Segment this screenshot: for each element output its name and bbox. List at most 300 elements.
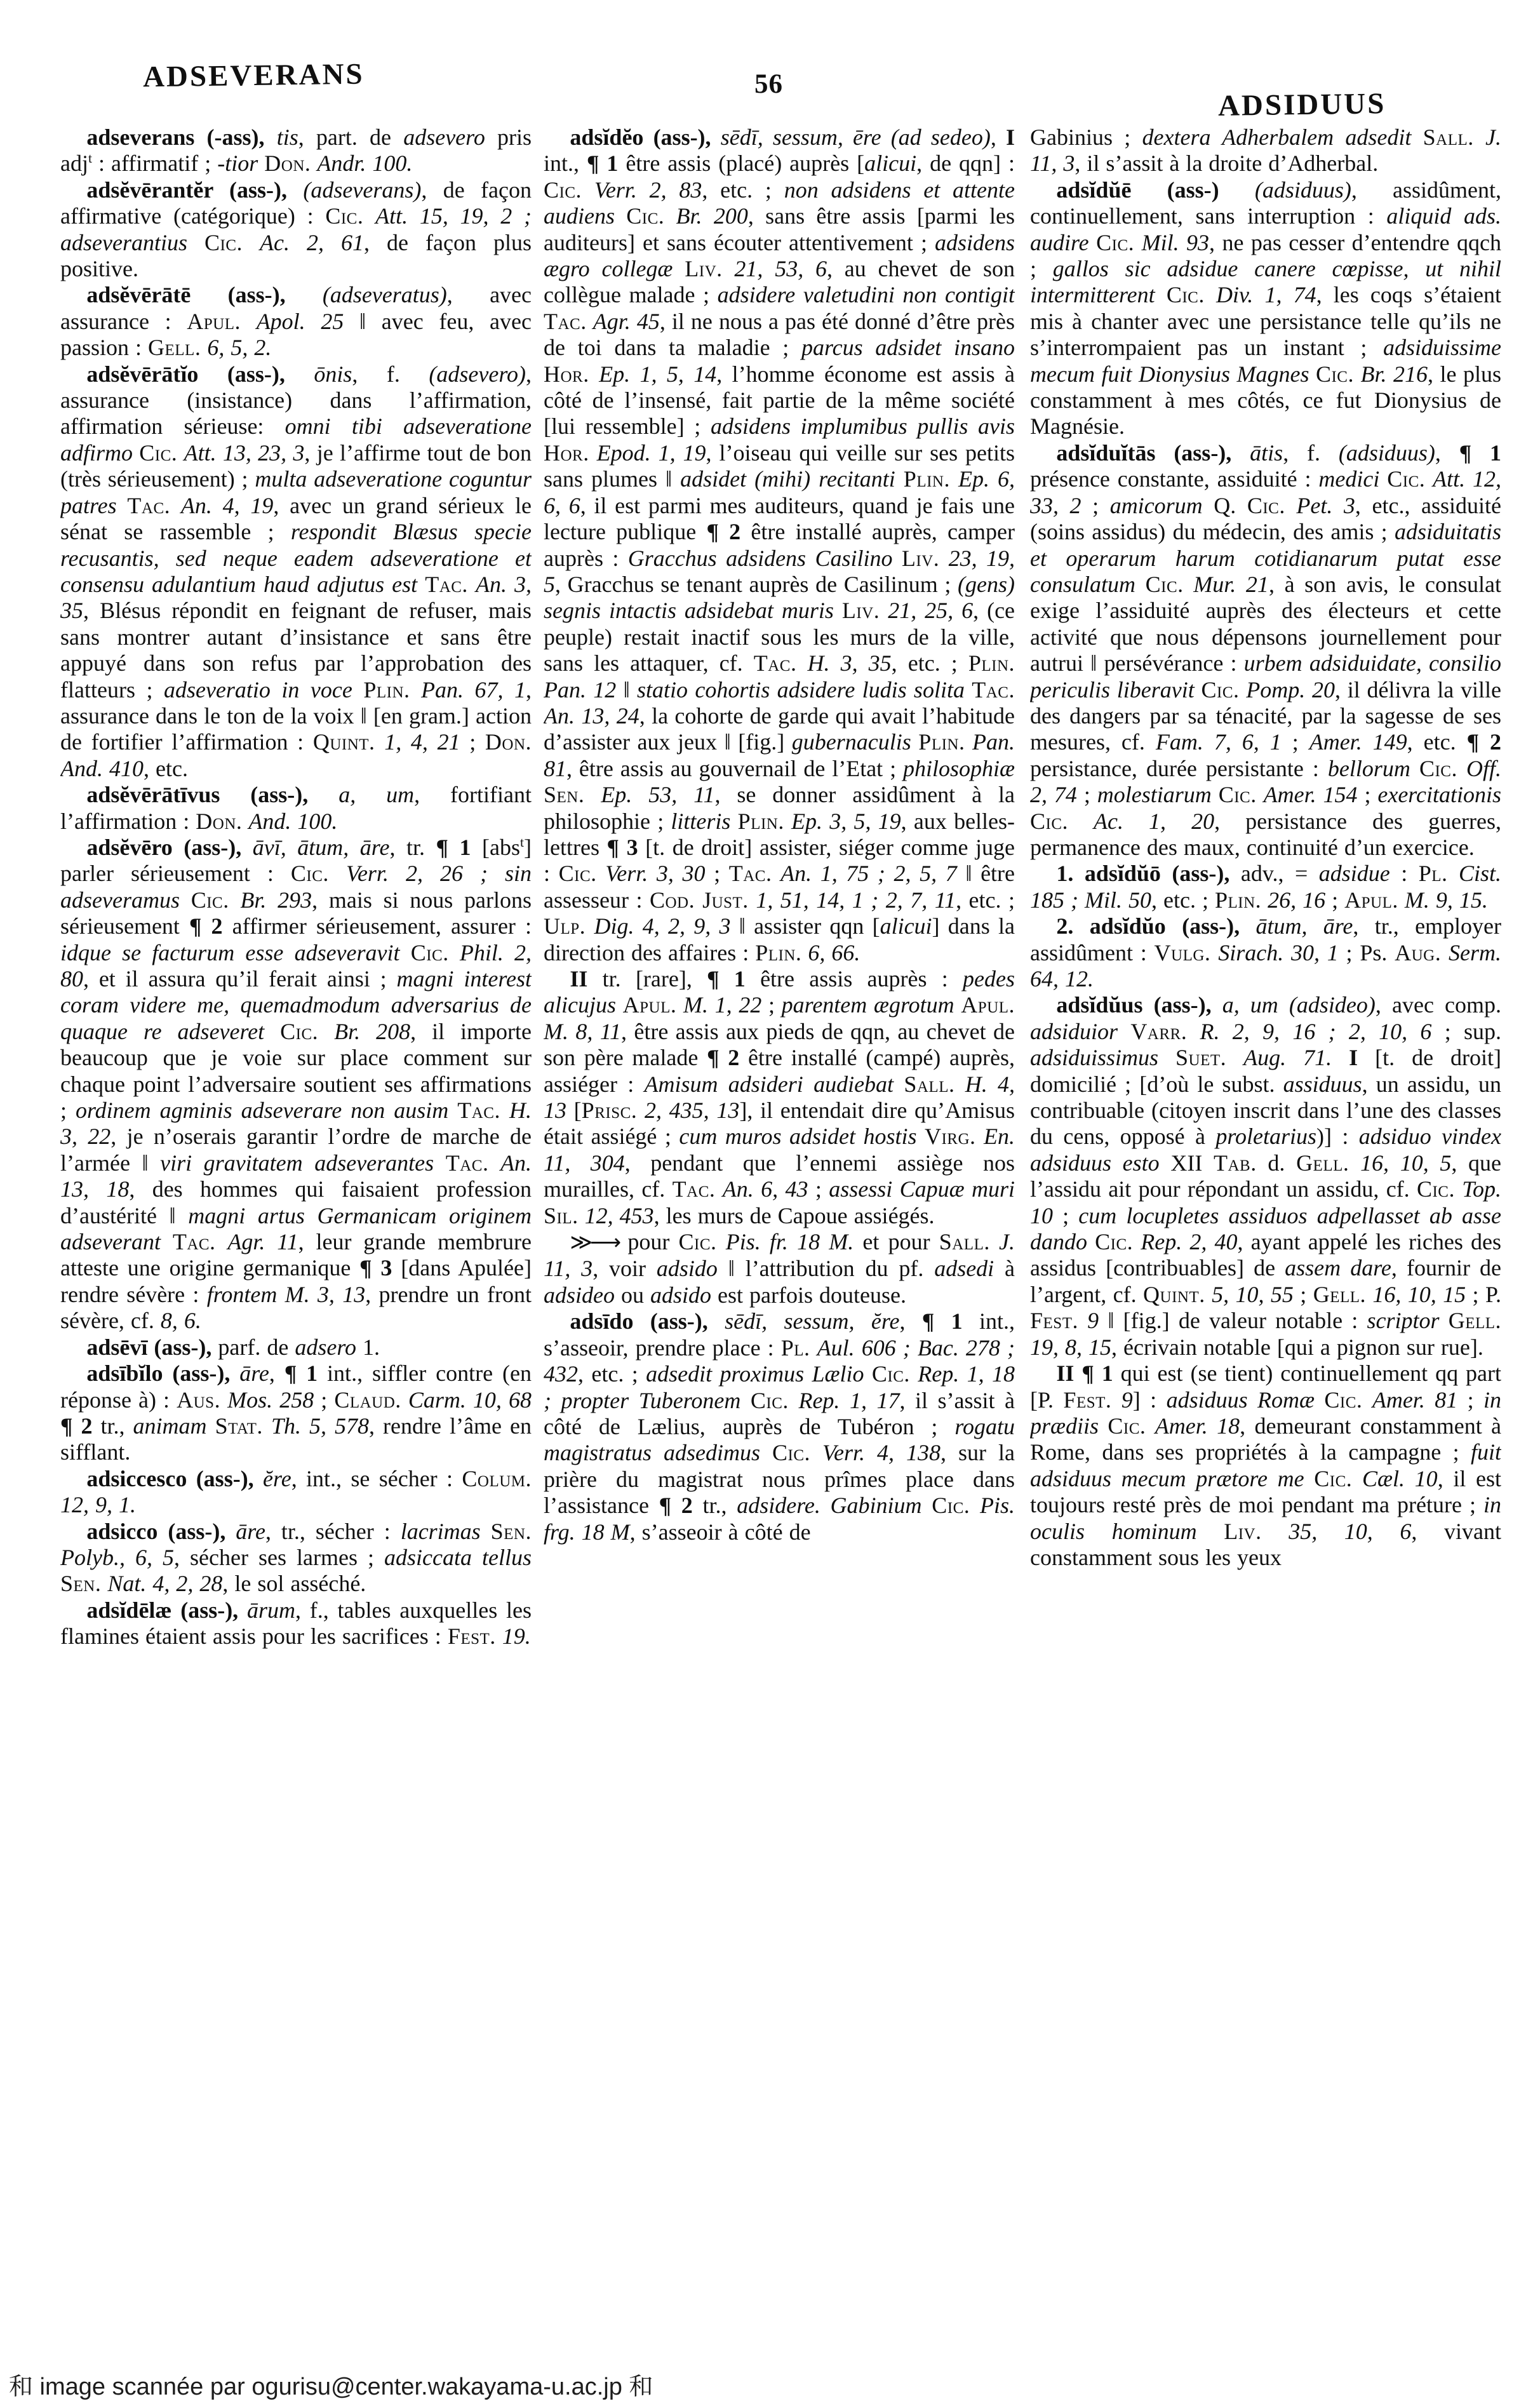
dictionary-entry: adseverans (-ass), tis, part. de adsevero pris adj$^t$ : affirmatif ; -tior Don. Andr. 100.	[60, 124, 532, 177]
latin-citation: Aul. 606 ; Bac. 278 ; 432	[544, 1334, 1015, 1387]
latin-citation: R. 2, 9, 16 ; 2, 10, 6	[1200, 1018, 1432, 1044]
latin-citation: (adseverans)	[303, 177, 422, 203]
author-abbrev: Cic.	[1108, 1413, 1146, 1439]
latin-citation: 16, 10, 15	[1372, 1281, 1466, 1307]
author-abbrev: Plin.	[755, 939, 802, 965]
author-abbrev: Sen.	[490, 1518, 532, 1544]
latin-citation: adsedi	[934, 1256, 994, 1282]
latin-citation: Amer. 81	[1372, 1387, 1458, 1413]
latin-citation: Amer. 149	[1309, 729, 1407, 755]
author-abbrev: Cic.	[544, 177, 582, 203]
author-abbrev: Sall.	[904, 1071, 955, 1097]
latin-citation: philosophiæ	[902, 755, 1015, 781]
author-abbrev: Prisc.	[581, 1098, 638, 1124]
headword: adsĕvērantĕr (ass-),	[86, 177, 288, 203]
bold-text: ¶ 1	[436, 834, 471, 860]
latin-citation: (adsiduus)	[1254, 177, 1351, 203]
latin-citation: (adsevero)	[429, 361, 526, 387]
latin-citation: adsiduissime mecum fuit Dionysius Magnes	[1030, 335, 1501, 387]
author-abbrev: Liv.	[685, 256, 723, 282]
headword: adsīdo (ass-),	[570, 1308, 708, 1334]
dictionary-entry: 2. adsĭdŭo (ass-), ātum, āre, tr., employer assidûment : Vulg. Sirach. 30, 1 ; Ps. Aug. Serm. 64, 12.	[1030, 913, 1501, 991]
latin-citation: ātis	[1250, 440, 1283, 466]
latin-citation: adsidens ægro collegæ	[544, 229, 1015, 282]
latin-citation: dextera Adherbalem adsedit	[1142, 124, 1412, 150]
latin-citation: Aug. 71.	[1243, 1045, 1332, 1071]
author-abbrev: Cic.	[626, 203, 665, 229]
headword: adsĕvērātīvus (ass-),	[86, 782, 309, 808]
latin-citation: parentem ægrotum	[781, 992, 954, 1018]
page-number: 56	[754, 69, 783, 99]
author-abbrev: Hor.	[544, 361, 589, 387]
scan-credit	[9, 2367, 653, 2402]
scan-credit-text: 和 image scannée par ogurisu@center.wakayama-u.ac.jp 和	[9, 2374, 653, 2400]
headword: adsicco (ass-),	[86, 1518, 226, 1544]
latin-citation: scriptor	[1367, 1308, 1440, 1334]
latin-citation: Mur. 21	[1193, 571, 1269, 597]
latin-citation: multa adseveratione coguntur patres	[60, 466, 532, 518]
latin-citation: adsiduior	[1030, 1018, 1118, 1044]
latin-citation: 5, 10, 55	[1212, 1281, 1294, 1307]
latin-citation: An. 6, 43	[722, 1176, 808, 1202]
bold-text: I	[1005, 124, 1015, 150]
latin-citation: Cist. 185 ; Mil. 50	[1030, 861, 1501, 913]
latin-citation: Rep. 1, 17	[798, 1387, 900, 1413]
latin-citation: Br. 200	[676, 203, 748, 229]
latin-citation: adsidue	[1318, 861, 1390, 887]
latin-citation: adsevero	[403, 124, 485, 150]
author-abbrev: Don.	[485, 729, 532, 755]
author-abbrev: Cic.	[1030, 808, 1069, 834]
author-abbrev: Tac.	[425, 571, 468, 597]
author-abbrev: Sall.	[939, 1229, 990, 1255]
latin-citation: 21, 25, 6	[888, 598, 974, 624]
latin-citation: Top. 10	[1030, 1176, 1501, 1228]
author-abbrev: Cic.	[325, 203, 364, 229]
dictionary-entry: ≫⟶ pour Cic. Pis. fr. 18 M. et pour Sall. J. 11, 3, voir adsido ‖ l’attribution du pf. adsedi à adsideo ou adsido est parfois douteuse.	[544, 1229, 1015, 1308]
latin-citation: assem dare	[1285, 1255, 1391, 1281]
latin-citation: adsidere. Gabinium	[737, 1493, 922, 1519]
latin-citation: proletarius	[1215, 1124, 1317, 1150]
author-abbrev: Fest.	[447, 1623, 496, 1650]
author-abbrev: Plin.	[918, 729, 965, 755]
dictionary-entry: II ¶ 1 qui est (se tient) continuellement qq part [P. Fest. 9] : adsiduus Romæ Cic. Amer. 81 ; in prædiis Cic. Amer. 18, demeurant constamment à Rome, dans ses propriétés à la campagne ; fuit adsiduus mecum prætore me Cic. Cæl. 10, il est toujours resté près de moi pendant ma préture ; in oculis hominum Liv. 35, 10, 6, vivant constamment sous les yeux	[1030, 1361, 1501, 1570]
latin-citation: Pis. frg. 18 M	[544, 1493, 1015, 1545]
latin-citation: 9	[1087, 1308, 1099, 1334]
author-abbrev: Don.	[196, 808, 243, 834]
author-abbrev: Plin.	[1214, 887, 1262, 913]
headword: II	[1056, 1361, 1075, 1387]
author-abbrev: Tac.	[445, 1150, 489, 1176]
latin-citation: parcus adsidet insano	[801, 335, 1015, 361]
latin-citation: Rep. 1, 18 ; propter Tuberonem	[544, 1361, 1015, 1413]
author-abbrev: Cic.	[750, 1387, 789, 1413]
bold-text: ¶ 1	[921, 1308, 963, 1334]
dictionary-entry: adsĕvērātē (ass-), (adseveratus), avec assurance : Apul. Apol. 25 ‖ avec feu, avec passion : Gell. 6, 5, 2.	[60, 282, 532, 361]
author-abbrev: Varr.	[1130, 1018, 1188, 1044]
latin-citation: litteris	[671, 808, 731, 834]
author-abbrev: Cic.	[1095, 1229, 1134, 1255]
latin-citation: non adsidens et attente audiens	[544, 177, 1015, 229]
latin-citation: molestiarum	[1097, 782, 1212, 808]
latin-citation: 6, 5, 2.	[207, 335, 272, 361]
headword: adsĭduĭtās (ass-),	[1056, 440, 1232, 466]
latin-citation: 35, 10, 6	[1289, 1518, 1412, 1544]
latin-citation: in prædiis	[1030, 1387, 1501, 1439]
author-abbrev: Cic.	[871, 1361, 910, 1387]
author-abbrev: Tac.	[544, 308, 587, 334]
author-abbrev: Quint.	[1143, 1281, 1205, 1307]
author-abbrev: Cic.	[290, 861, 329, 887]
latin-citation: urbem adsiduidate, consilio periculis liberavit	[1030, 650, 1501, 702]
author-abbrev: Cic.	[1416, 1176, 1455, 1202]
latin-citation: Serm. 64, 12.	[1030, 939, 1501, 991]
dictionary-entry: adsĕvērātīvus (ass-), a, um, fortifiant l’affirmation : Don. And. 100.	[60, 782, 532, 834]
bold-text: ¶ 2	[189, 913, 223, 939]
author-abbrev: Tac.	[457, 1098, 500, 1124]
latin-citation: Amer. 154	[1263, 782, 1358, 808]
author-abbrev: Cic.	[191, 887, 229, 913]
dictionary-entry: adsiccesco (ass-), ĕre, int., se sécher : Colum. 12, 9, 1.	[60, 1465, 532, 1518]
author-abbrev: Apul.	[1344, 887, 1398, 913]
latin-citation: ordinem agminis adseverare non ausim	[76, 1098, 449, 1124]
author-abbrev: Cic.	[1096, 229, 1135, 255]
latin-citation: An. 3, 35	[60, 571, 532, 624]
author-abbrev: Sen.	[544, 782, 585, 808]
latin-citation: J. 11, 3	[544, 1229, 1015, 1282]
latin-citation: amicorum	[1109, 492, 1203, 518]
latin-citation: Th. 5, 578	[271, 1413, 370, 1439]
latin-citation: exercitationis	[1377, 782, 1501, 808]
latin-citation: Amisum adsideri audiebat	[644, 1071, 894, 1097]
latin-citation: Agr. 45	[593, 308, 660, 334]
author-abbrev: Quint.	[312, 729, 375, 755]
latin-citation: adsiduus Romæ	[1166, 1387, 1315, 1413]
latin-citation: M. 9, 15.	[1404, 887, 1488, 913]
latin-citation: alicui	[864, 151, 917, 177]
latin-citation: Off. 2, 74	[1030, 755, 1501, 808]
author-abbrev: Colum.	[462, 1465, 532, 1491]
latin-citation: Br. 216	[1360, 361, 1428, 387]
latin-citation: (gens) segnis intactis adsidebat muris	[544, 571, 1015, 624]
latin-citation: H. 3, 22	[60, 1098, 532, 1150]
dictionary-entry: adsīdo (ass-), sēdī, sessum, ĕre, ¶ 1 int., s’asseoir, prendre place : Pl. Aul. 606 ; Bac. 278 ; 432, etc. ; adsedit proximus Lælio Cic. Rep. 1, 18 ; propter Tuberonem Cic. Rep. 1, 17, il s’assit à côté de Lælius, auprès de Tubéron ; rogatu magistratus adsedimus Cic. Verr. 4, 138, sur la prière du magistrat nous prîmes place dans l’assistance ¶ 2 tr., adsidere. Gabinium Cic. Pis. frg. 18 M, s’asseoir à côté de	[544, 1308, 1015, 1545]
author-abbrev: Sil.	[544, 1202, 579, 1228]
latin-citation: adsido	[656, 1256, 718, 1282]
latin-citation: tis	[276, 124, 298, 150]
author-abbrev: Vulg.	[1154, 939, 1211, 965]
latin-citation: Pet. 3	[1296, 492, 1355, 518]
author-abbrev: Plin.	[968, 650, 1015, 676]
latin-citation: And. 100.	[248, 808, 338, 834]
dictionary-entry: adsicco (ass-), āre, tr., sécher : lacrimas Sen. Polyb., 6, 5, sécher ses larmes ; adsiccata tellus Sen. Nat. 4, 2, 28, le sol asséché.	[60, 1518, 532, 1597]
latin-citation: Mos. 258	[227, 1387, 314, 1413]
headword: adsĭdĕo (ass-),	[570, 124, 711, 150]
latin-citation: Pan. 81	[544, 729, 1015, 781]
author-abbrev: Suet.	[1175, 1045, 1227, 1071]
author-abbrev: Tac.	[172, 1229, 216, 1255]
author-abbrev: Sall.	[1423, 124, 1474, 150]
headword: 2. adsĭdŭo (ass-),	[1056, 913, 1240, 939]
author-abbrev: Cic.	[1218, 782, 1257, 808]
author-abbrev: Stat.	[215, 1413, 263, 1439]
latin-citation: rogatu magistratus adsedimus	[544, 1413, 1015, 1466]
author-abbrev: Cic.	[280, 1018, 319, 1044]
latin-citation: M. 8, 11	[544, 1018, 622, 1044]
latin-citation: Gracchus adsidens Casilino	[627, 545, 893, 571]
latin-citation: aliquid ads. audire	[1030, 203, 1501, 255]
latin-citation: adsiduissimus	[1030, 1045, 1159, 1071]
latin-citation: Amer. 18	[1155, 1413, 1240, 1439]
latin-citation: 2, 435, 13	[644, 1098, 740, 1124]
latin-citation: a, um (adsideo)	[1222, 992, 1376, 1018]
latin-citation: adsidet (mihi) recitanti	[680, 466, 895, 492]
bold-text: ¶ 1	[284, 1361, 318, 1387]
author-abbrev: Pl.	[780, 1334, 810, 1361]
latin-citation: 1, 4, 21	[384, 729, 460, 755]
latin-citation: 6, 66.	[808, 939, 860, 965]
author-abbrev: Cic.	[139, 440, 178, 466]
latin-citation: 9	[1121, 1387, 1133, 1413]
author-abbrev: Plin.	[737, 808, 784, 834]
latin-citation: 21, 53, 6	[734, 256, 827, 282]
latin-citation: En. 11, 304	[544, 1124, 1015, 1176]
latin-citation: adsiccata tellus	[384, 1544, 532, 1570]
author-abbrev: Plin.	[363, 676, 410, 702]
latin-citation: 16, 10, 5	[1360, 1150, 1452, 1176]
latin-citation: Att. 13, 23, 3	[184, 440, 305, 466]
dictionary-entry: adsĭdĕo (ass-), sēdī, sessum, ēre (ad sedeo), I int., ¶ 1 être assis (placé) auprès [alicui, de qqn] : Cic. Verr. 2, 83, etc. ; non adsidens et attente audiens Cic. Br. 200, sans être assis [parmi les auditeurs] et sans écouter attentivement ; adsidens ægro collegæ Liv. 21, 53, 6, au chevet de son collègue malade ; adsidere valetudini non contigit Tac. Agr. 45, il ne nous a pas été donné d’être près de toi dans ta maladie ; parcus adsidet insano Hor. Ep. 1, 5, 14, l’homme économe est assis à côté de l’insensé, fait partie de la même société [lui ressemble] ; adsidens implumibus pullis avis Hor. Epod. 1, 19, l’oiseau qui veille sur ses petits sans plumes ‖ adsidet (mihi) recitanti Plin. Ep. 6, 6, 6, il est parmi mes auditeurs, quand je fais une lecture publique ¶ 2 être installé auprès, camper auprès : Gracchus adsidens Casilino Liv. 23, 19, 5, Gracchus se tenant auprès de Casilinum ; (gens) segnis intactis adsidebat muris Liv. 21, 25, 6, (ce peuple) restait inactif sous les murs de la ville, sans les attaquer, cf. Tac. H. 3, 35, etc. ; Plin. Pan. 12 ‖ statio cohortis adsidere ludis solita Tac. An. 13, 24, la cohorte de garde qui avait l’habitude d’assister aux jeux ‖ [fig.] gubernaculis Plin. Pan. 81, être assis au gouvernail de l’Etat ; philosophiæ Sen. Ep. 53, 11, se donner assidûment à la philosophie ; litteris Plin. Ep. 3, 5, 19, aux belles-lettres ¶ 3 [t. de droit] assister, siéger comme juge : Cic. Verr. 3, 30 ; Tac. An. 1, 75 ; 2, 5, 7 ‖ être assesseur : Cod. Just. 1, 51, 14, 1 ; 2, 7, 11, etc. ; Ulp. Dig. 4, 2, 9, 3 ‖ assister qqn [alicui] dans la direction des affaires : Plin. 6, 66.	[544, 124, 1015, 965]
author-abbrev: Cic.	[558, 861, 597, 887]
latin-citation: Pan. 67, 1	[421, 676, 526, 702]
latin-citation: 8, 6.	[160, 1308, 201, 1334]
headword: adsĕvēro (ass-),	[86, 834, 242, 860]
latin-citation: Ac. 1, 20	[1094, 808, 1215, 834]
author-abbrev: Gell.	[1296, 1150, 1349, 1176]
headword: II	[570, 966, 588, 991]
author-abbrev: Cic.	[772, 1440, 811, 1466]
author-abbrev: Fest.	[1030, 1308, 1078, 1334]
author-abbrev: Cic.	[410, 939, 449, 965]
headword: adsēvī (ass-),	[86, 1334, 212, 1360]
author-abbrev: Apul.	[187, 308, 241, 334]
latin-citation: medici	[1318, 466, 1380, 492]
headword: 1. adsĭdŭō (ass-),	[1056, 861, 1230, 887]
latin-citation: Ep. 6, 6, 6	[544, 466, 1015, 518]
latin-citation: adsideo	[544, 1282, 615, 1308]
headword: adsiccesco (ass-),	[86, 1465, 254, 1491]
bold-text: ¶ 1	[1081, 1361, 1113, 1387]
bold-text: ¶ 2	[707, 1045, 740, 1071]
latin-citation: ĕre	[263, 1465, 291, 1491]
author-abbrev: Cod. Just.	[649, 887, 749, 913]
bold-text: ¶ 1	[707, 966, 746, 991]
latin-citation: 23, 19, 5	[544, 545, 1015, 597]
author-abbrev: Virg.	[924, 1124, 976, 1150]
latin-citation: adsido	[650, 1282, 712, 1308]
latin-citation: adsedit proximus Lælio	[646, 1361, 864, 1387]
latin-citation: Fam. 7, 6, 1	[1155, 729, 1282, 755]
latin-citation: cum muros adsidet hostis	[679, 1124, 917, 1150]
latin-citation: And. 410	[60, 755, 144, 781]
latin-citation: statio cohortis adsidere ludis solita	[637, 676, 965, 702]
latin-citation: adsiduo vindex adsiduus esto	[1030, 1124, 1501, 1176]
running-head-right: ADSIDUUS	[1217, 87, 1386, 123]
latin-citation: Phil. 2, 80	[60, 939, 532, 991]
author-abbrev: Tac.	[672, 1176, 716, 1202]
author-abbrev: Cic.	[1315, 361, 1354, 387]
author-abbrev: Aus.	[177, 1387, 221, 1413]
bold-text: ¶ 2	[1466, 729, 1501, 755]
dictionary-entry: adsībĭlo (ass-), āre, ¶ 1 int., siffler contre (en réponse à) : Aus. Mos. 258 ; Claud. Carm. 10, 68 ¶ 2 tr., animam Stat. Th. 5, 578, rendre l’âme en sifflant.	[60, 1361, 532, 1465]
dictionary-entry: adsĭduĭtās (ass-), ātis, f. (adsiduus), ¶ 1 présence constante, assiduité : medici Cic. Att. 12, 33, 2 ; amicorum Q. Cic. Pet. 3, etc., assiduité (soins assidus) du médecin, des amis ; adsiduitatis et operarum harum cotidianarum putat esse consulatum Cic. Mur. 21, à son avis, le consulat exige l’assiduité auprès des électeurs et cette activité que nous dépensons journellement pour autrui ‖ persévérance : urbem adsiduidate, consilio periculis liberavit Cic. Pomp. 20, il délivra la ville des dangers par sa ténacité, par la sagesse de ses mesures, cf. Fam. 7, 6, 1 ; Amer. 149, etc. ¶ 2 persistance, durée persistante : bellorum Cic. Off. 2, 74 ; molestiarum Cic. Amer. 154 ; exercitationis Cic. Ac. 1, 20, persistance des guerres, permanence des maux, continuité d’un exercice.	[1030, 440, 1501, 860]
latin-citation: (adseveratus)	[322, 282, 447, 308]
latin-citation: Sirach. 30, 1	[1218, 939, 1339, 965]
latin-citation: ōnis	[314, 361, 352, 387]
author-abbrev: Cic.	[1419, 755, 1457, 781]
remark-arrow-icon: ≫⟶	[570, 1230, 619, 1256]
bold-text: ¶ 1	[586, 151, 619, 177]
headword: adsībĭlo (ass-),	[86, 1361, 231, 1387]
latin-citation: 26, 16	[1268, 887, 1326, 913]
latin-citation: 19, 8, 15	[1030, 1334, 1111, 1360]
latin-citation: sēdī, sessum, ēre (ad sedeo)	[720, 124, 991, 150]
latin-citation: magni artus Germanicam originem adseverant	[60, 1202, 532, 1255]
latin-citation: Cæl. 10	[1362, 1465, 1438, 1491]
dictionary-entry: adsĕvērantĕr (ass-), (adseverans), de façon affirmative (catégorique) : Cic. Att. 15, 19, 2 ; adseverantius Cic. Ac. 2, 61, de façon plus positive.	[60, 177, 532, 282]
latin-citation: a, um	[338, 782, 415, 808]
column-middle	[544, 124, 1015, 2170]
author-abbrev: Claud.	[334, 1387, 401, 1413]
author-abbrev: Gell.	[1448, 1308, 1501, 1334]
author-abbrev: Liv.	[841, 598, 880, 624]
latin-citation: Polyb., 6, 5	[60, 1544, 175, 1570]
author-abbrev: Gell.	[148, 335, 201, 361]
author-abbrev: Liv.	[1224, 1518, 1262, 1544]
latin-citation: Div. 1, 74	[1216, 282, 1316, 308]
author-abbrev: Ulp.	[544, 913, 586, 939]
latin-citation: Pomp. 20	[1246, 676, 1336, 702]
author-abbrev: Tab.	[1214, 1150, 1257, 1176]
latin-citation: āvī, ātum, āre	[252, 834, 390, 860]
author-abbrev: Fest.	[1063, 1387, 1112, 1413]
latin-citation: Pan. 12	[544, 676, 617, 702]
latin-citation: 12, 9, 1.	[60, 1492, 136, 1518]
headword: adsĭdŭē (ass-)	[1056, 177, 1219, 203]
latin-citation: Pis. fr. 18 M.	[725, 1229, 854, 1255]
author-abbrev: Apul.	[622, 992, 677, 1018]
latin-citation: respondit Blæsus specie recusantis, sed neque eadem adseveratione et consensu adulantium haud adjutus est	[60, 519, 532, 597]
dictionary-entry: 1. adsĭdŭō (ass-), adv., = adsidue : Pl. Cist. 185 ; Mil. 50, etc. ; Plin. 26, 16 ; Apul. M. 9, 15.	[1030, 861, 1501, 913]
latin-citation: Ep. 1, 5, 14	[599, 361, 717, 387]
dictionary-entry: adsĭdēlæ (ass-), ārum, f., tables auxquelles les flamines étaient assis pour les sacrifices : Fest. 19.	[60, 1597, 532, 1650]
latin-citation: omni tibi adseveratione adfirmo	[60, 413, 532, 466]
latin-citation: gubernaculis	[791, 729, 911, 755]
latin-citation: -tior	[217, 151, 258, 177]
latin-citation: Andr. 100.	[317, 151, 413, 177]
latin-citation: pedes alicujus	[544, 966, 1015, 1018]
latin-citation: H. 3, 35	[807, 650, 892, 676]
latin-citation: M. 1, 22	[683, 992, 762, 1018]
latin-citation: in oculis hominum	[1030, 1492, 1501, 1544]
latin-citation: An. 13, 24	[544, 702, 639, 729]
latin-citation: sēdī, sessum, ĕre	[725, 1308, 900, 1334]
bold-text: ¶ 3	[606, 834, 638, 860]
latin-citation: Mil. 93	[1141, 229, 1210, 255]
latin-citation: viri gravitatem adseverantes	[160, 1150, 434, 1176]
author-abbrev: Cic.	[1166, 282, 1205, 308]
latin-citation: Ac. 2, 61	[260, 229, 365, 255]
dictionary-entry: adsĭdŭus (ass-), a, um (adsideo), avec comp. adsiduior Varr. R. 2, 9, 16 ; 2, 10, 6 ; sup. adsiduissimus Suet. Aug. 71. I [t. de droit] domicilié ; [d’où le subst. assiduus, un assidu, un contribuable (citoyen inscrit dans l’une des classes du cens, opposé à proletarius)] : adsiduo vindex adsiduus esto XII Tab. d. Gell. 16, 10, 5, que l’assidu ait pour répondant un assidu, cf. Cic. Top. 10 ; cum locupletes assiduos adpellasset ab asse dando Cic. Rep. 2, 40, ayant appelé les riches des assidus [contribuables] de assem dare, fournir de l’argent, cf. Quint. 5, 10, 55 ; Gell. 16, 10, 15 ; P. Fest. 9 ‖ [fig.] de valeur notable : scriptor Gell. 19, 8, 15, écrivain notable [qui a pignon sur rue].	[1030, 992, 1501, 1360]
running-head-left: ADSEVERANS	[142, 57, 365, 94]
dictionary-entry: adsĕvērātĭo (ass-), ōnis, f. (adsevero), assurance (insistance) dans l’affirmation, affirmation sérieuse: omni tibi adseveratione adfirmo Cic. Att. 13, 23, 3, je l’affirme tout de bon (très sérieusement) ; multa adseveratione coguntur patres Tac. An. 4, 19, avec un grand sérieux le sénat se rassemble ; respondit Blæsus specie recusantis, sed neque eadem adseveratione et consensu adulantium haud adjutus est Tac. An. 3, 35, Blésus répondit en feignant de refuser, mais sans montrer autant d’insistance et sans être appuyé dans son refus par l’approbation des flatteurs ; adseveratio in voce Plin. Pan. 67, 1, assurance dans le ton de la voix ‖ [en gram.] action de fortifier l’affirmation : Quint. 1, 4, 21 ; Don. And. 410, etc.	[60, 361, 532, 781]
bold-text: ¶ 3	[359, 1255, 392, 1281]
headword: adsĭdēlæ (ass-),	[86, 1597, 239, 1623]
latin-citation: ātum, āre	[1255, 913, 1353, 939]
latin-citation: adsiduitatis et operarum harum cotidianarum putat esse consulatum	[1030, 519, 1501, 597]
author-abbrev: Liv.	[901, 545, 940, 571]
latin-citation: alicui	[880, 913, 932, 939]
author-abbrev: Apul.	[961, 992, 1015, 1018]
dictionary-entry: adsēvī (ass-), parf. de adsero 1.	[86, 1334, 380, 1360]
latin-citation: 12, 453	[584, 1202, 654, 1228]
latin-citation: Verr. 2, 26 ; sin adseveramus	[60, 861, 532, 913]
latin-citation: idque se facturum esse adseveravit	[60, 939, 400, 965]
latin-citation: assiduus	[1283, 1071, 1362, 1097]
author-abbrev: Cic.	[1145, 571, 1184, 597]
latin-citation: An. 4, 19	[180, 492, 274, 518]
latin-citation: 19.	[502, 1623, 531, 1650]
author-abbrev: Cic.	[1324, 1387, 1363, 1413]
latin-citation: animam	[133, 1413, 207, 1439]
latin-citation: H. 4, 13	[544, 1071, 1015, 1124]
author-abbrev: Don.	[264, 151, 311, 177]
latin-citation: Br. 293	[240, 887, 312, 913]
author-abbrev: Cic.	[1247, 492, 1285, 518]
dictionary-entry: adsĭdŭē (ass-) (adsiduus), assidûment, continuellement, sans interruption : aliquid ads. audire Cic. Mil. 93, ne pas cesser d’entendre qqch ; gallos sic adsidue canere cœpisse, ut nihil intermitterent Cic. Div. 1, 74, les coqs s’étaient mis à chanter avec une persistance telle qu’ils ne s’interrompaient pas un instant ; adsiduissime mecum fuit Dionysius Magnes Cic. Br. 216, le plus constamment à mes côtés, ce fut Dionysius de Magnésie.	[1030, 177, 1501, 440]
latin-citation: ārum	[246, 1597, 295, 1623]
latin-citation: Rep. 2, 40	[1141, 1229, 1238, 1255]
author-abbrev: Hor.	[544, 440, 589, 466]
author-abbrev: Tac.	[728, 861, 772, 887]
author-abbrev: Cic.	[1314, 1465, 1353, 1491]
author-abbrev: Pl.	[1418, 861, 1448, 887]
latin-citation: Verr. 4, 138	[822, 1440, 941, 1466]
latin-citation: cum locupletes assiduos adpellasset ab asse dando	[1030, 1202, 1501, 1255]
latin-citation: adsidens implumibus pullis avis	[710, 413, 1015, 440]
latin-citation: Verr. 2, 83	[594, 177, 702, 203]
headword: adsĕvērātē (ass-),	[86, 282, 286, 308]
superscript: t	[88, 151, 92, 166]
latin-citation: assessi Capuæ muri	[829, 1176, 1015, 1202]
author-abbrev: Plin.	[903, 466, 950, 492]
column-left	[60, 124, 532, 2170]
author-abbrev: Cic.	[932, 1493, 970, 1519]
continuation-paragraph: Gabinius ; dextera Adherbalem adsedit Sall. J. 11, 3, il s’assit à la droite d’Adherbal.	[1030, 124, 1501, 177]
author-abbrev: Aug.	[1395, 939, 1442, 965]
latin-citation: frontem M. 3, 13	[206, 1281, 366, 1307]
latin-citation: adsero	[295, 1334, 356, 1360]
latin-citation: 1, 51, 14, 1 ; 2, 7, 11	[756, 887, 956, 913]
latin-citation: magni interest coram videre me, quemadmodum adversarius de quaque re adseveret	[60, 966, 532, 1044]
latin-citation: Carm. 10, 68	[408, 1387, 532, 1413]
author-abbrev: Tac.	[127, 492, 171, 518]
bold-text: ¶ 2	[659, 1493, 693, 1519]
bold-text: ¶ 1	[1459, 440, 1501, 466]
dictionary-entry: II tr. [rare], ¶ 1 être assis auprès : pedes alicujus Apul. M. 1, 22 ; parentem ægrotum Apul. M. 8, 11, être assis aux pieds de qqn, au chevet de son père malade ¶ 2 être installé (campé) auprès, assiéger : Amisum adsideri audiebat Sall. H. 4, 13 [Prisc. 2, 435, 13], il entendait dire qu’Amisus était assiégé ; cum muros adsidet hostis Virg. En. 11, 304, pendant que l’ennemi assiège nos murailles, cf. Tac. An. 6, 43 ; assessi Capuæ muri Sil. 12, 453, les murs de Capoue assiégés.	[544, 966, 1015, 1228]
latin-citation: Ep. 53, 11	[601, 782, 715, 808]
latin-citation: adsidere valetudini non contigit	[717, 282, 1015, 308]
